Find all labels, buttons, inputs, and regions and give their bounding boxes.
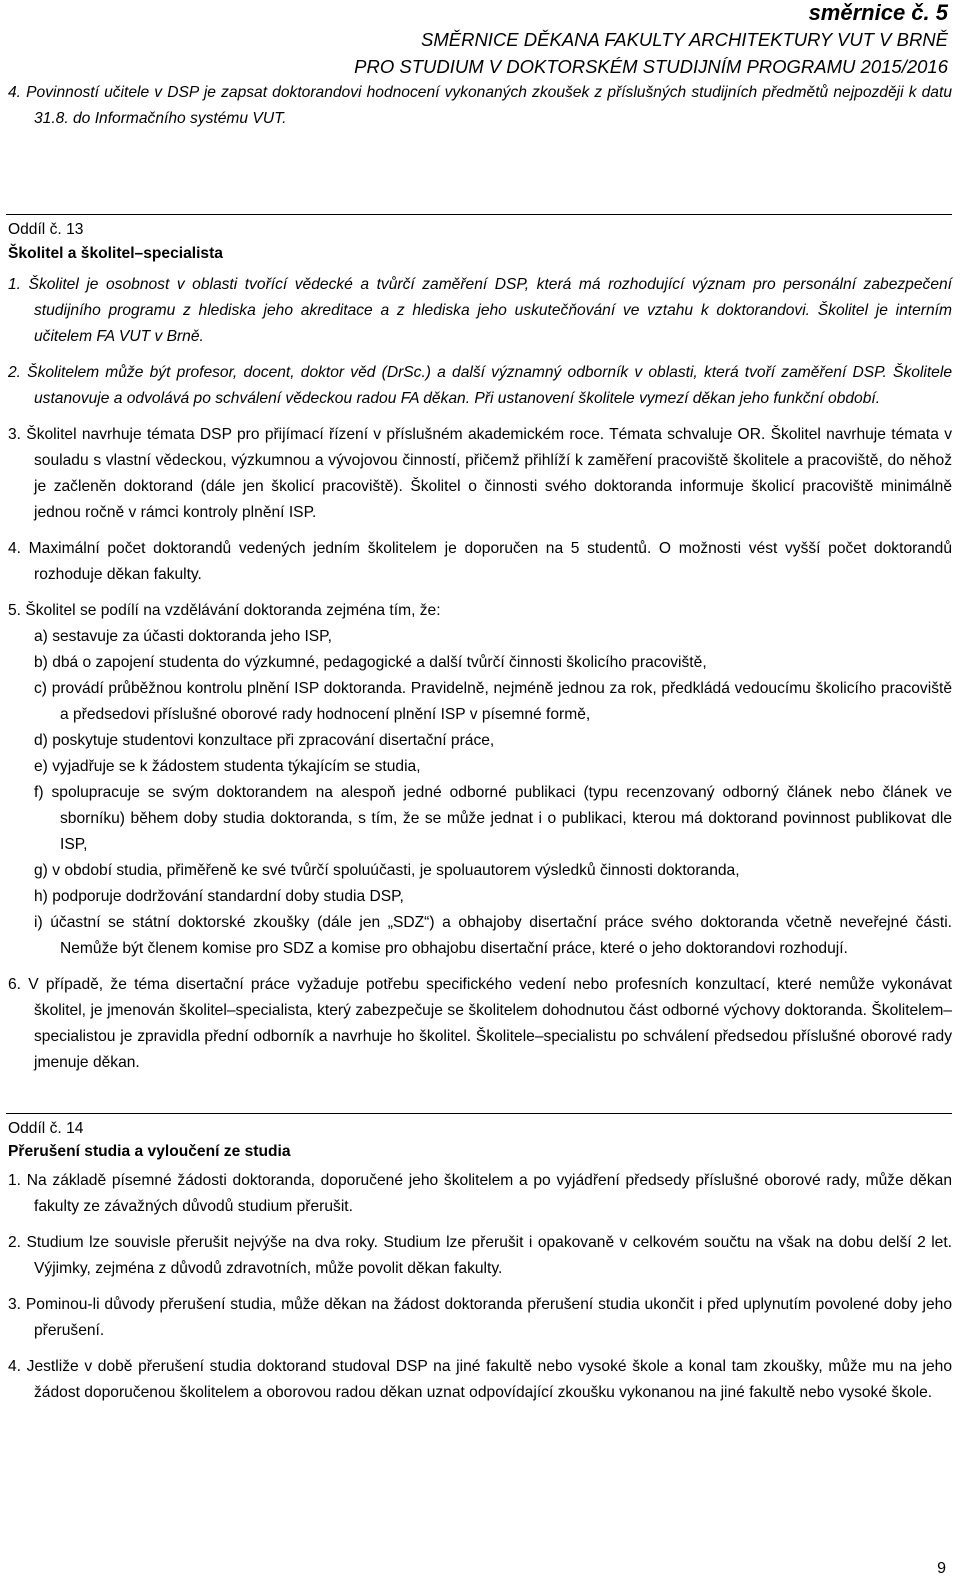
section-13-body (8, 272, 952, 1076)
list-item: a) sestavuje za účasti doktoranda jeho ISP, (34, 628, 332, 645)
list-item: i) účastní se státní doktorské zkoušky (dále jen „SDZ“) a obhajoby disertační práce svého doktoranda včetně neveřejné části. Nemůže být členem komise pro SDZ a komise pro obhajobu disertační práce, které o jeho doktorandovi rozhodují. (34, 914, 952, 957)
header-subtitle: PRO STUDIUM V DOKTORSKÉM STUDIJNÍM PROGRAMU 2015/2016 (354, 56, 948, 77)
section-13-paragraph-2: 2. Školitelem může být profesor, docent, doktor věd (DrSc.) a další významný odborník v oblasti, která tvoří zaměření DSP. Školitele ustanovuje a odvolává po schválení vědeckou radou FA děkan. Při ustanovení školitele vymezí děkan jeho funkční období. (8, 364, 952, 407)
list-item: c) provádí průběžnou kontrolu plnění ISP doktoranda. Pravidelně, nejméně jednou za rok, předkládá vedoucímu školicího pracoviště a předsedovi příslušné oborové rady hodnocení plnění ISP v písemné formě, (34, 680, 952, 723)
section-13-paragraph-3: 3. Školitel navrhuje témata DSP pro přijímací řízení v příslušném akademickém roce. Témata schvaluje OR. Školitel navrhuje témata v souladu s vlastní vědeckou, výzkumnou a vývojovou činností, přičemž přihlíží k zaměření pracoviště školitele a pracoviště, do něhož je začleněn doktorand (dále jen školicí pracoviště). Školitel o činnosti svého doktoranda informuje školicí pracoviště minimálně jednou ročně v rámci kontroly plnění ISP. (8, 426, 952, 521)
section-13-paragraph-6: 6. V případě, že téma disertační práce vyžaduje potřebu specifického vedení nebo profesních konzultací, které nemůže vykonávat školitel, je jmenován školitel–specialista, který zabezpečuje se školitelem dohodnutou část odborné výchovy doktoranda. Školitelem–specialistou je zpravidla přední odborník a navrhuje ho školitel. Školitele–specialistu po schválení předsedou příslušné oborové rady jmenuje děkan. (8, 976, 952, 1071)
section-13-label: Oddíl č. 13 (8, 221, 84, 238)
list-item: f) spolupracuje se svým doktorandem na alespoň jedné odborné publikaci (typu recenzovaný odborný článek nebo článek ve sborníku) během doby studia doktoranda, s tím, že se může jednat i o publikaci, kterou má doktorand povinnost publikovat dle ISP, (34, 784, 952, 853)
section-14-paragraph-3: 3. Pominou-li důvody přerušení studia, může děkan na žádost doktoranda přerušení studia ukončit i před uplynutím povolené doby jeho přerušení. (8, 1296, 952, 1339)
section-13-paragraph-1: 1. Školitel je osobnost v oblasti tvořící vědecké a tvůrčí zaměření DSP, která má rozhodující význam pro personální zabezpečení studijního programu z hlediska jeho akreditace a z hlediska jeho uskutečňování ve vztahu k doktorandovi. Školitel je interním učitelem FA VUT v Brně. (8, 276, 952, 345)
section-divider (6, 214, 952, 215)
section-14-paragraph-4: 4. Jestliže v době přerušení studia doktorand studoval DSP na jiné fakultě nebo vysoké škole a konal tam zkoušky, může mu na jeho žádost doporučenou školitelem a oborovou radou děkan uznat odpovídající zkoušku vykonanou na jiné fakultě nebo vysoké škole. (8, 1358, 952, 1401)
section-14-body (8, 1168, 952, 1406)
header-title: SMĚRNICE DĚKANA FAKULTY ARCHITEKTURY VUT V BRNĚ (421, 29, 948, 50)
intro-paragraph-4: 4. Povinností učitele v DSP je zapsat doktorandovi hodnocení vykonaných zkoušek z příslušných studijních předmětů nejpozději k datu 31.8. do Informačního systému VUT. (8, 84, 952, 127)
page-number: 9 (937, 1560, 946, 1577)
section-13-paragraph-5: 5. Školitel se podílí na vzdělávání doktoranda zejména tím, že: (8, 602, 441, 619)
list-item: b) dbá o zapojení studenta do výzkumné, pedagogické a další tvůrčí činnosti školicího pracoviště, (34, 654, 707, 671)
section-divider (6, 1113, 952, 1114)
section-14-label: Oddíl č. 14 (8, 1120, 84, 1137)
section-14-title: Přerušení studia a vyloučení ze studia (8, 1143, 291, 1160)
section-14-paragraph-2: 2. Studium lze souvisle přerušit nejvýše na dva roky. Studium lze přerušit i opakovaně v celkovém součtu na však na dobu delší 2 let. Výjimky, zejména z důvodů zdravotních, může povolit děkan fakulty. (8, 1234, 952, 1277)
section-13-paragraph-4: 4. Maximální počet doktorandů vedených jedním školitelem je doporučen na 5 studentů. O možnosti vést vyšší počet doktorandů rozhoduje děkan fakulty. (8, 540, 952, 583)
list-item: g) v období studia, přiměřeně ke své tvůrčí spoluúčasti, je spoluautorem výsledků činnosti doktoranda, (34, 862, 740, 879)
list-item: e) vyjadřuje se k žádostem studenta týkajícím se studia, (34, 758, 421, 775)
section-13-title: Školitel a školitel–specialista (8, 245, 223, 262)
intro-block (8, 80, 952, 132)
header-directive-number: směrnice č. 5 (808, 0, 948, 25)
list-item: h) podporuje dodržování standardní doby studia DSP, (34, 888, 404, 905)
list-item: d) poskytuje studentovi konzultace při zpracování disertační práce, (34, 732, 495, 749)
section-14-paragraph-1: 1. Na základě písemné žádosti doktoranda, doporučené jeho školitelem a po vyjádření předsedy příslušné oborové rady, může děkan fakulty ze závažných důvodů studium přerušit. (8, 1172, 952, 1215)
